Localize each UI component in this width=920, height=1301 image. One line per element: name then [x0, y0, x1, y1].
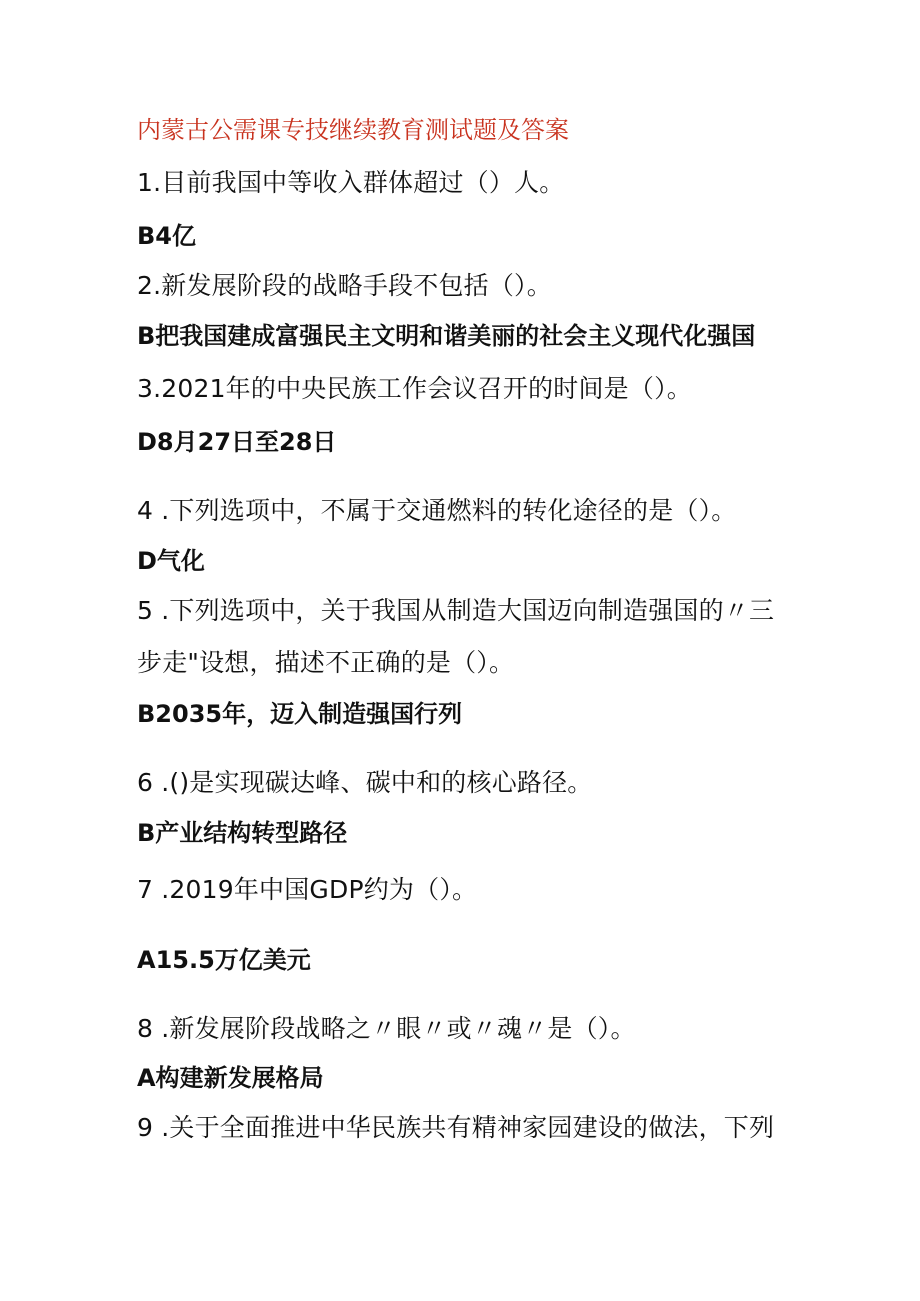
answer-7: A15.5万亿美元 — [137, 946, 311, 974]
answer-6: B产业结构转型路径 — [137, 819, 348, 847]
question-8: 8 .新发展阶段战略之〃眼〃或〃魂〃是（）。 — [137, 1014, 636, 1043]
answer-8: A构建新发展格局 — [137, 1064, 324, 1092]
question-6: 6 .()是实现碳达峰、碳中和的核心路径。 — [137, 768, 593, 797]
answer-3: D8月27日至28日 — [137, 428, 337, 456]
document-title: 内蒙古公需课专技继续教育测试题及答案 — [137, 116, 569, 144]
question-4: 4 .下列选项中，不属于交通燃料的转化途径的是（）。 — [137, 496, 737, 525]
question-9: 9 .关于全面推进中华民族共有精神家园建设的做法，下列 — [137, 1113, 775, 1142]
answer-4: D气化 — [137, 547, 205, 575]
question-2: 2.新发展阶段的战略手段不包括（）。 — [137, 271, 552, 300]
question-7: 7 .2019年中国GDP约为（）。 — [137, 875, 478, 904]
answer-5: B2035年，迈入制造强国行列 — [137, 700, 463, 728]
answer-1: B4亿 — [137, 222, 196, 250]
question-5-line-1: 5 .下列选项中，关于我国从制造大国迈向制造强国的〃三 — [137, 596, 775, 625]
question-5-line-2: 步走"设想，描述不正确的是（）。 — [137, 648, 515, 677]
question-1: 1.目前我国中等收入群体超过（）人。 — [137, 168, 565, 197]
question-3: 3.2021年的中央民族工作会议召开的时间是（）。 — [137, 374, 692, 403]
answer-2: B把我国建成富强民主文明和谐美丽的社会主义现代化强国 — [137, 322, 756, 350]
